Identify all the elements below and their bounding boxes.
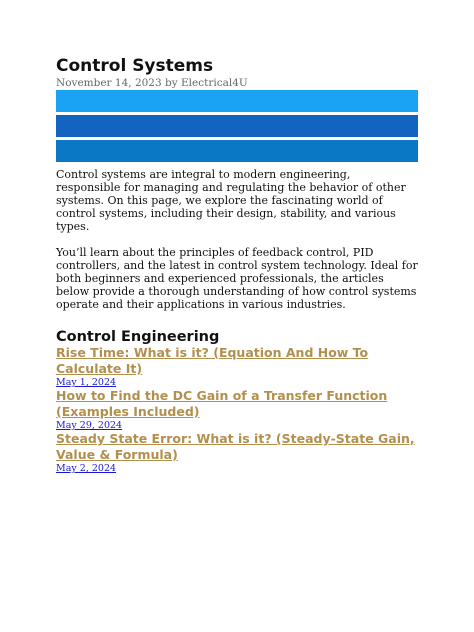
banner-stripe-2: [56, 115, 418, 137]
intro-paragraph-1: Control systems are integral to modern engineering, responsible for managing and regulating the behavior of other systems. On this page, we explore the fascinating world of control systems, including their design, stability, and various types.: [56, 168, 406, 233]
post-byline: November 14, 2023 by Electrical4U: [56, 77, 248, 89]
article-link-dc-gain[interactable]: How to Find the DC Gain of a Transfer Function (Examples Included): [56, 388, 388, 419]
article-date-link[interactable]: May 2, 2024: [56, 463, 117, 474]
page-title: Control Systems: [56, 56, 214, 76]
banner-stripe-3: [56, 140, 418, 162]
article-link-steady-state-error[interactable]: Steady State Error: What is it? (Steady-State Gain, Value & Formula): [56, 431, 415, 462]
list-item: [56, 388, 418, 431]
list-item: [56, 345, 418, 388]
banner-stripe-1: [56, 90, 418, 112]
section-title: Control Engineering: [56, 329, 220, 345]
list-item: [56, 431, 418, 474]
article-date-link[interactable]: May 29, 2024: [56, 420, 123, 431]
article-link-rise-time[interactable]: Rise Time: What is it? (Equation And How To Calculate It): [56, 345, 369, 376]
article-date-link[interactable]: May 1, 2024: [56, 377, 117, 388]
banner-stripes: [56, 90, 418, 162]
intro-paragraph-2: You’ll learn about the principles of feedback control, PID controllers, and the latest in control system technology. Ideal for both beginners and experienced professionals, the articles below provide a thorough understanding of how control systems operate and their applications in various industries.: [56, 246, 418, 311]
article-list: [56, 345, 418, 474]
